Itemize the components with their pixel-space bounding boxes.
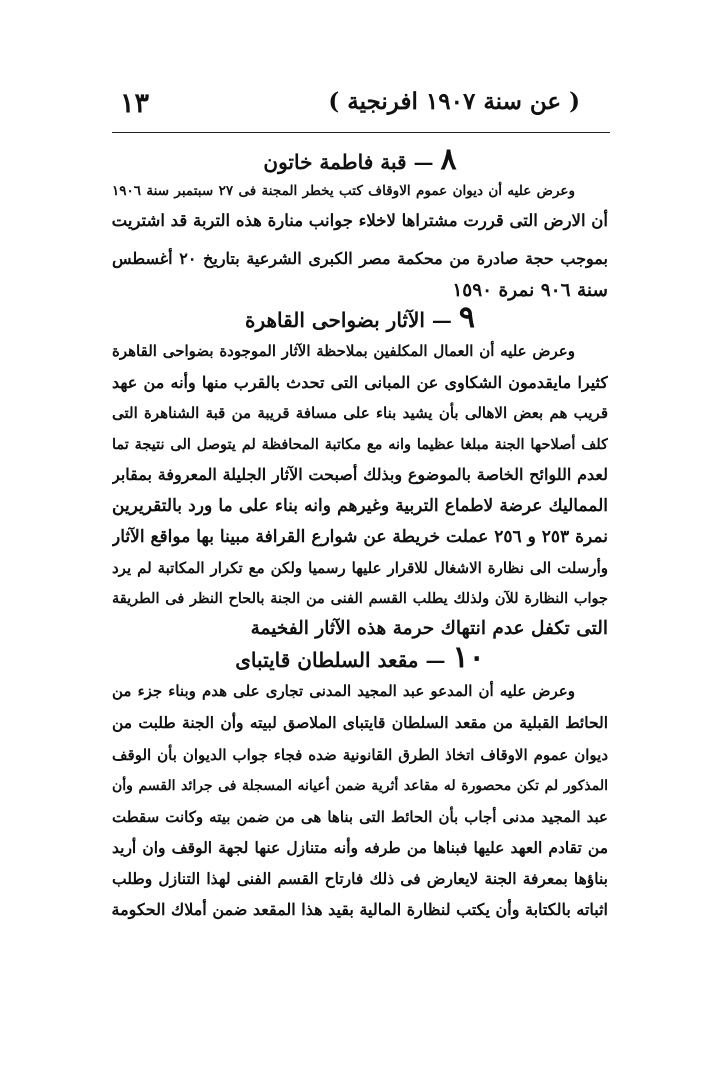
section-heading: — الآثار بضواحى القاهرة — [244, 308, 452, 332]
section-number: ٨ — [440, 142, 457, 177]
paragraph-line: وعرض عليه أن ديوان عموم الاوقاف كتب يخطر المجنة فى ٢٧ سبتمبر سنة ١٩٠٦ — [112, 183, 575, 199]
section-number: ١٠ — [452, 640, 485, 675]
paragraph-line: نمرة ٢٥٣ و ٢٥٦ عملت خريطة عن شوارع القرافة مبينا بها مواقع الآثار — [112, 527, 608, 547]
paragraph-line: وعرض عليه أن المدعو عبد المجيد المدنى تجارى على هدم وبناء جزء من — [112, 682, 575, 700]
paragraph-line: لعدم اللوائح الخاصة بالموضوع وبذلك أصبحت الآثار الجليلة المعروفة بمقابر — [112, 465, 608, 484]
paragraph-line: كثيرا مايقدمون الشكاوى عن المبانى التى تحدث بالقرب منها وأنه من عهد — [112, 373, 608, 392]
paragraph-line: وأرسلت الى نظارة الاشغال للاقرار عليها رسميا ولكن مع تكرار المكاتبة لم يرد — [112, 559, 608, 577]
paragraph-line: عبد المجيد مدنى أجاب بأن الحائط التى بناها هى من ضمن بيته وكانت سقطت — [112, 808, 608, 826]
section-title-10 — [0, 640, 720, 675]
paragraph-line: جواب النظارة للآن ولذلك يطلب القسم الفنى من الجنة بالحاح النظر فى الطريقة — [112, 590, 608, 607]
section-heading: — قبة فاطمة خاتون — [263, 150, 434, 174]
page-number: ١٣ — [120, 88, 150, 119]
paragraph-line: المماليك عرضة لاطماع التربية وغيرهم وانه بناء على ما ورد بالتقريرين — [112, 496, 608, 516]
section-title-9 — [0, 300, 720, 335]
paragraph-line: قريب هم بعض الاهالى بأن يشيد بناء على مسافة قريبة من قبة الشناهرة التى — [112, 404, 608, 422]
paragraph-line: المذكور لم تكن محصورة له مقاعد أثرية ضمن أعيانه المسجلة فى جرائد القسم وأن — [112, 778, 608, 794]
section-title-8 — [0, 142, 720, 177]
paragraph-line: التى تكفل عدم انتهاك حرمة هذه الآثار الفخيمة — [250, 618, 608, 639]
paragraph-line: سنة ٩٠٦ نمرة ١٥٩٠ — [452, 280, 608, 301]
paragraph-line: أن الارض التى قررت مشتراها لاخلاء جوانب منارة هذه التربة قد اشتريت — [112, 211, 608, 230]
paragraph-line: من تقادم العهد عليها فبناها من طرفه وأنه متنازل عنها لجهة الوقف وان أريد — [112, 838, 608, 857]
section-heading: — مقعد السلطان قايتباى — [235, 648, 446, 672]
running-head: ( عن سنة ١٩٠٧ افرنجية ) — [328, 88, 580, 115]
header-rule — [112, 132, 610, 133]
paragraph-line: اثباته بالكتابة وأن يكتب لنظارة المالية بقيد هذا المقعد ضمن أملاك الحكومة — [112, 900, 608, 919]
paragraph-line: بناؤها بمعرفة الجنة لايعارض فى ذلك فارتاح القسم الفنى لهذا التنازل وطلب — [112, 869, 608, 888]
paragraph-line: كلف أصلاحها الجنة مبلغا عظيما وانه مع مكاتبة المحافظة لم يتوصل الى نتيجة تما — [112, 436, 608, 453]
section-number: ٩ — [458, 300, 476, 335]
paragraph-line: وعرض عليه أن العمال المكلفين بملاحظة الآثار الموجودة بضواحى القاهرة — [112, 342, 575, 360]
page-header — [100, 84, 620, 124]
paragraph-line: ديوان عموم الاوقاف اتخاذ الطرق القانونية ضده فجاء جواب الديوان بأن الوقف — [112, 746, 608, 764]
paragraph-line: بموجب حجة صادرة من محكمة مصر الكبرى الشرعية بتاريخ ٢٠ أغسطس — [112, 249, 608, 268]
paragraph-line: الحائط القبلية من مقعد السلطان قايتباى الملاصق لبيته وأن الجنة طلبت من — [112, 713, 608, 732]
